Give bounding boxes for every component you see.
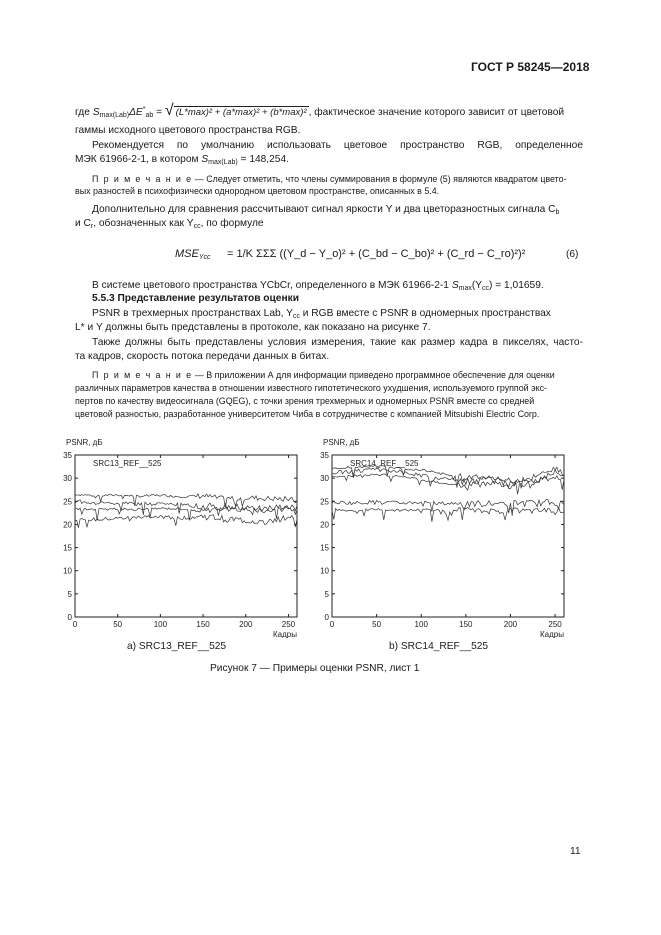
x-tick-label: 150 xyxy=(459,620,473,629)
para5-line1-a: PSNR в трехмерных пространствах Lab, Y xyxy=(92,308,293,319)
note-2-line-2: различных параметров качества в отношении известного гипотетического ухудшения, используемого группой экс- xyxy=(75,383,548,393)
y-tick-label: 0 xyxy=(67,613,72,622)
x-tick-label: 50 xyxy=(113,620,123,629)
note-1-line-2: вых разностей в психофизически однородном цветовом пространстве, описанных в 5.4. xyxy=(75,186,440,196)
para4-text-a: В системе цветового пространства YCbCr, определенного в МЭК 61966-2-1 xyxy=(92,280,452,291)
paragraph-6-line-2: та кадров, скорость потока передачи данных в битах. xyxy=(75,351,330,362)
chart-title: SRC14_REF__525 xyxy=(350,459,419,468)
x-tick-label: 0 xyxy=(329,620,335,629)
formula-number: (6) xyxy=(566,249,579,260)
para3-line1: Дополнительно для сравнения рассчитывают сигнал яркости Y и два цветоразностных сигнала C xyxy=(92,204,556,215)
y-tick-label: 15 xyxy=(63,543,72,553)
para1-s-sub: max(Lab) xyxy=(99,112,130,119)
x-tick-label: 0 xyxy=(72,620,78,629)
figure-left-caption: a) SRC13_REF__525 xyxy=(127,641,227,652)
document-header: ГОСТ Р 58245—2018 xyxy=(471,60,590,74)
figure-right-caption: b) SRC14_REF__525 xyxy=(389,641,489,652)
y-tick-label: 5 xyxy=(324,589,329,599)
para1-delta: ΔE xyxy=(129,107,143,118)
y-tick-label: 20 xyxy=(63,520,72,530)
para3-line2-sub1: r xyxy=(90,223,94,230)
para1-s-var: S xyxy=(92,107,100,118)
x-tick-label: 200 xyxy=(503,620,518,629)
para3-line2-sub2: cc xyxy=(193,223,201,230)
para2-line2-a: МЭК 61966-2-1, в котором xyxy=(75,154,202,165)
para3-line2-c: , по формуле xyxy=(200,218,264,229)
note-2-line-3: пертов по качеству видеосигнала (GQEG), с точки зрения трехмерных и одномерных PSNR вместе со средней xyxy=(75,396,535,406)
note-2-label: П р и м е ч а н и е xyxy=(92,370,193,380)
formula-6 xyxy=(175,238,575,272)
note-1-text-1: — Следует отметить, что члены суммирования в формуле (5) являются квадратом цвето- xyxy=(192,174,567,184)
formula-body: = 1/K ΣΣΣ ((Y_d − Y_o)² + (C_bd − C_bo)² + (C_rd − C_ro)²)² xyxy=(227,248,526,260)
para5-line1-sub: cc xyxy=(292,313,300,320)
series-line xyxy=(75,515,297,528)
y-tick-label: 25 xyxy=(320,497,329,507)
section-title: 5.5.3 Представление результатов оценки xyxy=(92,293,299,304)
para4-s: S xyxy=(451,280,459,291)
x-tick-label: 50 xyxy=(372,620,382,629)
plot-frame xyxy=(75,455,297,617)
x-tick-label: 200 xyxy=(239,620,253,629)
note-1-label: П р и м е ч а н и е xyxy=(92,174,193,184)
series-line xyxy=(332,474,564,494)
x-tick-label: 150 xyxy=(196,620,210,629)
note-1-line-1 xyxy=(92,173,583,186)
para3-line2-a: и C xyxy=(75,218,91,229)
y-tick-label: 5 xyxy=(67,589,72,599)
x-tick-label: 250 xyxy=(281,620,296,629)
para2-line2-b: = 148,254. xyxy=(237,154,289,165)
x-axis-label: Кадры xyxy=(273,630,297,638)
para4-text-c: ) = 1,01659. xyxy=(489,280,544,291)
y-tick-label: 25 xyxy=(63,497,72,507)
para5-line1-b: и RGB вместе с PSNR в одномерных пространствах xyxy=(299,308,551,319)
note-2-line-4: цветовой разностью, разработанное университетом Чиба в сотрудничестве с компанией Mitsubishi Electric Corp. xyxy=(75,409,540,419)
y-tick-label: 20 xyxy=(320,520,329,530)
page-number: 11 xyxy=(570,846,581,857)
x-axis-label: Кадры xyxy=(540,630,564,638)
series-line xyxy=(332,508,564,522)
para2-s-sub: max(Lab) xyxy=(208,159,238,166)
y-tick-label: 30 xyxy=(320,474,329,484)
paragraph-2-line-2 xyxy=(75,153,289,170)
para4-s-sub: max xyxy=(458,285,472,292)
para1-suffix: , фактическое значение которого зависит от цветовой xyxy=(308,107,565,118)
para3-line2-b: , обозначенных как Y xyxy=(93,218,194,229)
series-line xyxy=(75,494,297,508)
y-tick-label: 10 xyxy=(63,566,72,576)
y-tick-label: 35 xyxy=(320,451,329,460)
para1-sqrt-content: (L*max)² + (a*max)² + (b*max)² xyxy=(175,107,307,118)
para1-prefix: где xyxy=(75,107,90,118)
series-line xyxy=(75,500,297,516)
para4-text-b: (Y xyxy=(471,280,483,291)
series-line xyxy=(332,499,564,515)
para2-s: S xyxy=(201,154,209,165)
y-tick-label: 10 xyxy=(320,566,329,576)
paragraph-3-line-2 xyxy=(75,217,264,234)
y-tick-label: 0 xyxy=(324,613,329,622)
y-tick-label: 35 xyxy=(63,451,72,460)
psnr-chart-src14 xyxy=(312,433,577,638)
para3-line1-sub: b xyxy=(555,209,560,216)
y-tick-label: 30 xyxy=(63,474,72,484)
y-tick-label: 15 xyxy=(320,543,329,553)
psnr-chart-src13 xyxy=(55,433,310,638)
paragraph-5-line-2: L* и Y должны быть представлены в протоколе, как показано на рисунке 7. xyxy=(75,322,431,333)
para1-delta-sup: * xyxy=(142,106,146,113)
paragraph-1-line-2: гаммы исходного цветового пространства RGB. xyxy=(75,125,301,136)
paragraph-6-line-1: Также должны быть представлены условия измерения, такие как размер кадра в пикселях, часто- xyxy=(92,337,583,348)
chart-title: SRC13_REF__525 xyxy=(93,459,162,468)
formula-lhs: $MSE_{Ycc}$ xyxy=(175,248,211,261)
para1-delta-sub: ab xyxy=(145,112,154,119)
y-axis-label: PSNR, дБ xyxy=(323,438,360,447)
x-tick-label: 100 xyxy=(414,620,428,629)
note-2-text-1: — В приложении А для информации приведено программное обеспечение для оценки xyxy=(192,370,555,380)
paragraph-1-line-1: где $S_{max(Lab)}\Delta E^*_{ab}$ = √ (L*max)² + (a*max)² + (b*max)² , фактическое значение которого зависит от цветовой xyxy=(75,102,565,119)
y-axis-label: PSNR, дБ xyxy=(66,438,103,447)
para4-text-sub: cc xyxy=(482,285,490,292)
sqrt-icon: √ xyxy=(164,102,174,119)
x-tick-label: 100 xyxy=(153,620,168,629)
note-2-line-1 xyxy=(92,369,555,382)
paragraph-2-line-1: Рекомендуется по умолчанию использовать цветовое пространство RGB, определенное xyxy=(92,140,583,151)
x-tick-label: 250 xyxy=(548,620,562,629)
figure-caption: Рисунок 7 — Примеры оценки PSNR, лист 1 xyxy=(210,663,420,674)
